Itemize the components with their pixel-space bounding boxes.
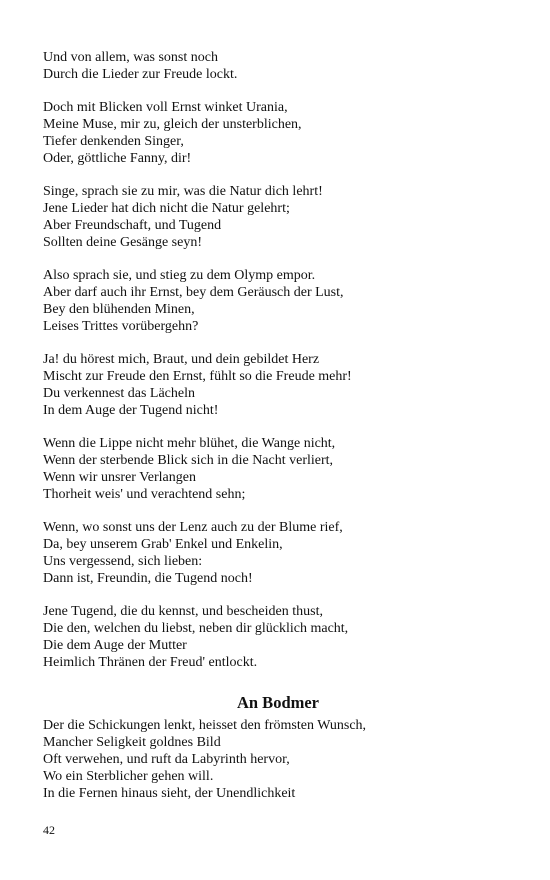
verse-line: Jene Lieder hat dich nicht die Natur gelehrt; <box>43 201 290 217</box>
verse-line: Wenn der sterbende Blick sich in die Nacht verliert, <box>43 453 334 469</box>
stanza <box>43 352 513 419</box>
verse-line: Dann ist, Freundin, die Tugend noch! <box>43 570 253 586</box>
verse-line: Leises Trittes vorübergehn? <box>43 318 199 334</box>
page-number: 42 <box>43 823 55 837</box>
verse-line: Bey den blühenden Minen, <box>43 301 195 317</box>
stanza <box>43 50 513 84</box>
verse-line: In dem Auge der Tugend nicht! <box>43 402 219 418</box>
verse-line: Uns vergessend, sich lieben: <box>43 553 203 569</box>
verse-line: Ja! du hörest mich, Braut, und dein gebildet Herz <box>43 352 320 368</box>
verse-line: Heimlich Thränen der Freud' entlockt. <box>43 654 258 670</box>
verse-line: Tiefer denkenden Singer, <box>43 133 184 149</box>
verse-line: Meine Muse, mir zu, gleich der unsterblichen, <box>43 117 302 133</box>
verse-line: In die Fernen hinaus sieht, der Unendlichkeit <box>43 785 296 801</box>
verse-line: Wenn die Lippe nicht mehr blühet, die Wange nicht, <box>43 436 336 452</box>
stanza <box>43 604 513 671</box>
poem-stanzas-second <box>43 718 513 802</box>
stanza <box>43 520 513 587</box>
verse-line: Wenn, wo sonst uns der Lenz auch zu der Blume rief, <box>43 520 343 536</box>
poem-title: An Bodmer <box>236 693 320 713</box>
verse-line: Singe, sprach sie zu mir, was die Natur dich lehrt! <box>43 184 323 200</box>
verse-line: Und von allem, was sonst noch <box>43 50 218 65</box>
verse-line: Der die Schickungen lenkt, heisset den frömsten Wunsch, <box>43 718 367 734</box>
stanza <box>43 184 513 251</box>
stanza <box>43 436 513 503</box>
verse-line: Du verkennest das Lächeln <box>43 385 195 401</box>
verse-line: Thorheit weis' und verachtend sehn; <box>43 486 246 502</box>
verse-line: Wo ein Sterblicher gehen will. <box>43 768 214 784</box>
verse-line: Die dem Auge der Mutter <box>43 637 187 653</box>
page-body <box>43 50 513 819</box>
verse-line: Durch die Lieder zur Freude lockt. <box>43 66 238 82</box>
stanza <box>43 718 513 802</box>
verse-line: Jene Tugend, die du kennst, und bescheiden thust, <box>43 604 323 620</box>
verse-line: Oder, göttliche Fanny, dir! <box>43 150 192 166</box>
verse-line: Aber darf auch ihr Ernst, bey dem Geräusch der Lust, <box>43 285 344 301</box>
verse-line: Aber Freundschaft, und Tugend <box>43 217 222 233</box>
verse-line: Oft verwehen, und ruft da Labyrinth hervor, <box>43 752 290 768</box>
verse-line: Die den, welchen du liebst, neben dir glücklich macht, <box>43 621 349 637</box>
verse-line: Sollten deine Gesänge seyn! <box>43 234 203 250</box>
verse-line: Doch mit Blicken voll Ernst winket Urania, <box>43 100 288 116</box>
stanza <box>43 100 513 167</box>
verse-line: Also sprach sie, und stieg zu dem Olymp empor. <box>43 268 316 284</box>
stanza <box>43 268 513 335</box>
verse-line: Mancher Seligkeit goldnes Bild <box>43 735 221 751</box>
verse-line: Wenn wir unsrer Verlangen <box>43 469 196 485</box>
poem-stanzas <box>43 50 513 671</box>
verse-line: Da, bey unserem Grab' Enkel und Enkelin, <box>43 537 283 553</box>
verse-line: Mischt zur Freude den Ernst, fühlt so die Freude mehr! <box>43 369 352 385</box>
